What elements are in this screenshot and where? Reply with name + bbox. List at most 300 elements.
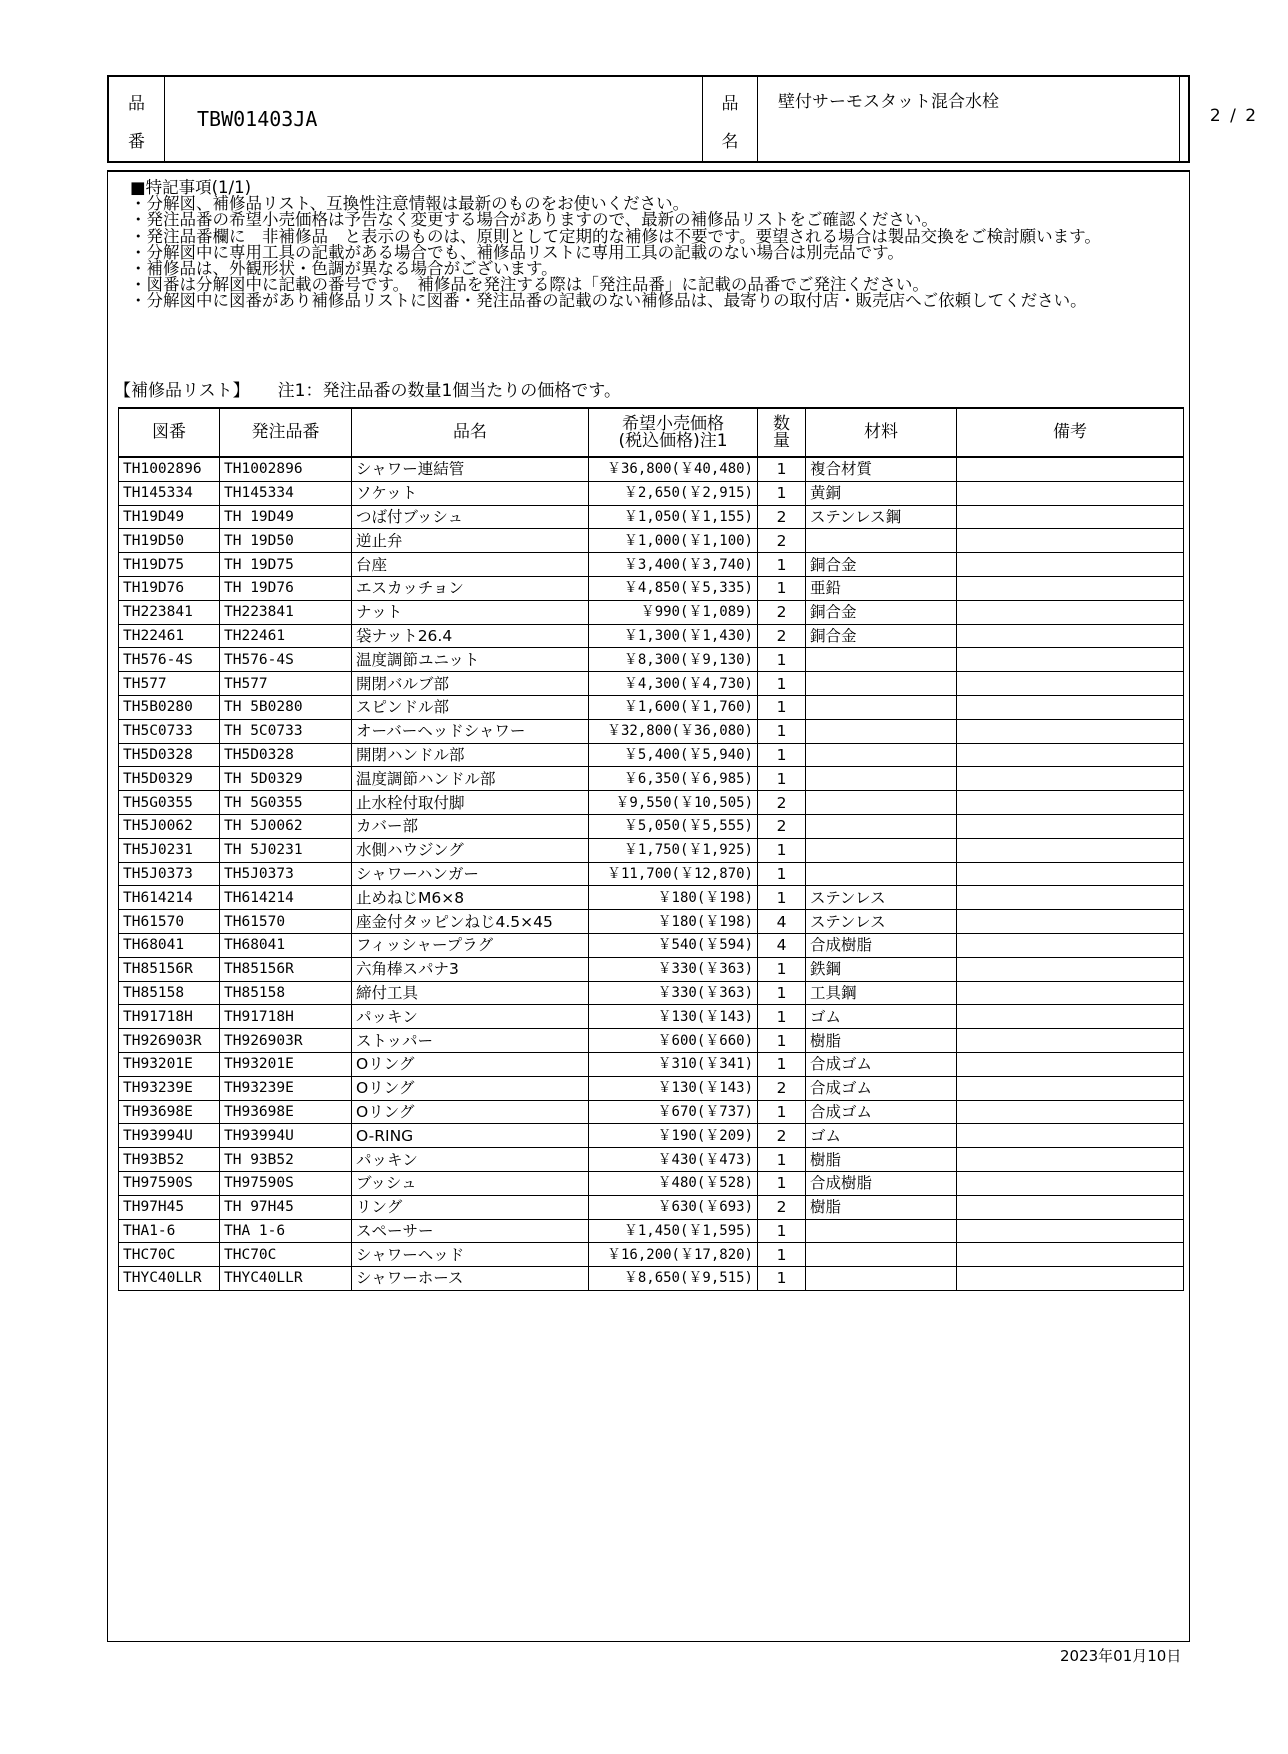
cell-order-no: TH 5J0231 <box>220 838 352 862</box>
cell-price: ￥430(￥473) <box>589 1148 758 1172</box>
table-row <box>119 957 1184 981</box>
cell-zuban: TH926903R <box>119 1029 220 1053</box>
table-row <box>119 910 1184 934</box>
cell-zuban: TH97590S <box>119 1171 220 1195</box>
cell-name: スペーサー <box>352 1219 589 1243</box>
cell-price: ￥540(￥594) <box>589 933 758 957</box>
cell-order-no: TH85158 <box>220 981 352 1005</box>
product-name: 壁付サーモスタット混合水栓 <box>778 92 999 112</box>
cell-price: ￥1,000(￥1,100) <box>589 529 758 553</box>
cell-order-no: TH576-4S <box>220 648 352 672</box>
cell-material <box>806 743 957 767</box>
cell-qty: 1 <box>758 1052 806 1076</box>
cell-order-no: THA 1-6 <box>220 1219 352 1243</box>
cell-price: ￥36,800(￥40,480) <box>589 457 758 481</box>
table-row <box>119 933 1184 957</box>
cell-order-no: TH145334 <box>220 481 352 505</box>
cell-remarks <box>957 672 1184 696</box>
cell-qty: 1 <box>758 695 806 719</box>
cell-name: シャワーヘッド <box>352 1243 589 1267</box>
cell-name: シャワーホース <box>352 1267 589 1291</box>
cell-price: ￥1,750(￥1,925) <box>589 838 758 862</box>
cell-qty: 4 <box>758 933 806 957</box>
note-item: ・発注品番の希望小売価格は予告なく変更する場合がありますので、最新の補修品リストをご確認ください。 <box>130 210 938 230</box>
cell-order-no: TH 93B52 <box>220 1148 352 1172</box>
cell-name: フィッシャープラグ <box>352 933 589 957</box>
table-row <box>119 457 1184 481</box>
cell-name: ストッパー <box>352 1029 589 1053</box>
cell-material: 銅合金 <box>806 624 957 648</box>
cell-material <box>806 695 957 719</box>
cell-order-no: TH 19D75 <box>220 553 352 577</box>
cell-remarks <box>957 695 1184 719</box>
cell-price: ￥1,450(￥1,595) <box>589 1219 758 1243</box>
table-row <box>119 1171 1184 1195</box>
cell-order-no: TH1002896 <box>220 457 352 481</box>
cell-order-no: THYC40LLR <box>220 1267 352 1291</box>
table-row <box>119 743 1184 767</box>
cell-name: 止水栓付取付脚 <box>352 791 589 815</box>
product-code: TBW01403JA <box>197 107 318 131</box>
cell-name: Oリング <box>352 1076 589 1100</box>
table-row <box>119 672 1184 696</box>
cell-order-no: TH 5G0355 <box>220 791 352 815</box>
cell-price: ￥1,050(￥1,155) <box>589 505 758 529</box>
table-row <box>119 1267 1184 1291</box>
cell-zuban: TH19D49 <box>119 505 220 529</box>
cell-material <box>806 1219 957 1243</box>
table-row <box>119 1100 1184 1124</box>
cell-price: ￥190(￥209) <box>589 1124 758 1148</box>
cell-material: 黄銅 <box>806 481 957 505</box>
cell-qty: 1 <box>758 1148 806 1172</box>
cell-qty: 2 <box>758 814 806 838</box>
cell-price: ￥990(￥1,089) <box>589 600 758 624</box>
cell-order-no: TH85156R <box>220 957 352 981</box>
table-row <box>119 1052 1184 1076</box>
cell-order-no: TH 19D49 <box>220 505 352 529</box>
cell-price: ￥5,050(￥5,555) <box>589 814 758 838</box>
cell-qty: 1 <box>758 1267 806 1291</box>
cell-zuban: TH93B52 <box>119 1148 220 1172</box>
cell-material: 合成ゴム <box>806 1052 957 1076</box>
table-row <box>119 1076 1184 1100</box>
cell-price: ￥330(￥363) <box>589 981 758 1005</box>
cell-remarks <box>957 1243 1184 1267</box>
cell-remarks <box>957 957 1184 981</box>
cell-order-no: TH5J0373 <box>220 862 352 886</box>
cell-price: ￥180(￥198) <box>589 910 758 934</box>
cell-material: ゴム <box>806 1005 957 1029</box>
cell-qty: 2 <box>758 1195 806 1219</box>
table-row <box>119 1124 1184 1148</box>
cell-remarks <box>957 553 1184 577</box>
cell-remarks <box>957 1100 1184 1124</box>
cell-qty: 2 <box>758 624 806 648</box>
cell-order-no: TH 5D0329 <box>220 767 352 791</box>
cell-price: ￥4,300(￥4,730) <box>589 672 758 696</box>
cell-remarks <box>957 457 1184 481</box>
cell-name: パッキン <box>352 1005 589 1029</box>
cell-material <box>806 529 957 553</box>
cell-name: 止めねじM6×8 <box>352 886 589 910</box>
cell-zuban: TH223841 <box>119 600 220 624</box>
table-row <box>119 1195 1184 1219</box>
parts-list-note: 注1：発注品番の数量1個当たりの価格です。 <box>277 381 621 401</box>
cell-order-no: TH22461 <box>220 624 352 648</box>
issue-date: 2023年01月10日 <box>1060 1647 1182 1665</box>
cell-zuban: TH1002896 <box>119 457 220 481</box>
cell-qty: 1 <box>758 957 806 981</box>
cell-order-no: TH97590S <box>220 1171 352 1195</box>
cell-name: カバー部 <box>352 814 589 838</box>
cell-qty: 1 <box>758 672 806 696</box>
cell-material <box>806 767 957 791</box>
col-header-remarks: 備考 <box>957 408 1184 457</box>
cell-name: 袋ナット26.4 <box>352 624 589 648</box>
cell-zuban: TH68041 <box>119 933 220 957</box>
cell-zuban: TH614214 <box>119 886 220 910</box>
cell-name: リング <box>352 1195 589 1219</box>
cell-qty: 2 <box>758 600 806 624</box>
table-row <box>119 1243 1184 1267</box>
cell-zuban: TH61570 <box>119 910 220 934</box>
table-row <box>119 553 1184 577</box>
table-row <box>119 624 1184 648</box>
col-header-qty: 数 量 <box>758 408 806 457</box>
cell-material <box>806 719 957 743</box>
cell-remarks <box>957 933 1184 957</box>
cell-remarks <box>957 1219 1184 1243</box>
cell-order-no: TH5D0328 <box>220 743 352 767</box>
cell-material <box>806 1243 957 1267</box>
col-header-order-no: 発注品番 <box>220 408 352 457</box>
cell-material: 合成ゴム <box>806 1100 957 1124</box>
cell-zuban: TH19D76 <box>119 576 220 600</box>
cell-material <box>806 648 957 672</box>
cell-price: ￥630(￥693) <box>589 1195 758 1219</box>
table-row <box>119 862 1184 886</box>
cell-remarks <box>957 981 1184 1005</box>
cell-name: Oリング <box>352 1052 589 1076</box>
cell-price: ￥4,850(￥5,335) <box>589 576 758 600</box>
product-code-label-bottom: 番 <box>128 132 145 152</box>
cell-remarks <box>957 505 1184 529</box>
cell-material: ステンレス <box>806 910 957 934</box>
table-row <box>119 1029 1184 1053</box>
parts-list-title: 【補修品リスト】 <box>114 381 250 401</box>
cell-name: オーバーヘッドシャワー <box>352 719 589 743</box>
cell-remarks <box>957 600 1184 624</box>
cell-qty: 1 <box>758 1171 806 1195</box>
cell-zuban: TH577 <box>119 672 220 696</box>
col-header-zuban: 図番 <box>119 408 220 457</box>
parts-list-heading <box>114 376 621 401</box>
cell-order-no: TH93239E <box>220 1076 352 1100</box>
parts-table <box>118 407 1184 1291</box>
cell-price: ￥6,350(￥6,985) <box>589 767 758 791</box>
cell-qty: 1 <box>758 457 806 481</box>
cell-price: ￥32,800(￥36,080) <box>589 719 758 743</box>
cell-name: 温度調節ユニット <box>352 648 589 672</box>
cell-price: ￥670(￥737) <box>589 1100 758 1124</box>
cell-order-no: TH 19D76 <box>220 576 352 600</box>
cell-name: シャワー連結管 <box>352 457 589 481</box>
cell-name: 台座 <box>352 553 589 577</box>
cell-zuban: TH5C0733 <box>119 719 220 743</box>
cell-material: 合成ゴム <box>806 1076 957 1100</box>
cell-zuban: TH93201E <box>119 1052 220 1076</box>
table-row <box>119 719 1184 743</box>
cell-remarks <box>957 791 1184 815</box>
cell-qty: 1 <box>758 981 806 1005</box>
note-item: ・発注品番欄に 非補修品 と表示のものは、原則として定期的な補修は不要です。要望される場合は製品交換をご検討願います。 <box>130 226 1101 246</box>
product-name-label-cell <box>702 77 757 161</box>
cell-zuban: TH5B0280 <box>119 695 220 719</box>
note-item: ・補修品は、外観形状・色調が異なる場合がございます。 <box>130 259 558 279</box>
cell-remarks <box>957 719 1184 743</box>
cell-remarks <box>957 886 1184 910</box>
cell-order-no: TH68041 <box>220 933 352 957</box>
cell-material: 合成樹脂 <box>806 1171 957 1195</box>
cell-remarks <box>957 1195 1184 1219</box>
cell-remarks <box>957 576 1184 600</box>
cell-order-no: TH 5C0733 <box>220 719 352 743</box>
table-row <box>119 981 1184 1005</box>
cell-material: 鉄鋼 <box>806 957 957 981</box>
cell-qty: 4 <box>758 910 806 934</box>
cell-zuban: TH145334 <box>119 481 220 505</box>
cell-material <box>806 791 957 815</box>
cell-qty: 2 <box>758 529 806 553</box>
cell-name: つば付ブッシュ <box>352 505 589 529</box>
cell-remarks <box>957 1148 1184 1172</box>
cell-material: 工具鋼 <box>806 981 957 1005</box>
product-name-label-bottom: 名 <box>721 132 739 152</box>
cell-zuban: TH97H45 <box>119 1195 220 1219</box>
table-row <box>119 600 1184 624</box>
cell-zuban: TH5D0328 <box>119 743 220 767</box>
cell-remarks <box>957 1171 1184 1195</box>
col-header-price: 希望小売価格 (税込価格)注1 <box>589 408 758 457</box>
product-code-cell <box>164 77 702 161</box>
cell-material <box>806 672 957 696</box>
cell-material: 樹脂 <box>806 1148 957 1172</box>
special-notes <box>130 180 1170 310</box>
cell-material: 亜鉛 <box>806 576 957 600</box>
cell-zuban: TH5J0062 <box>119 814 220 838</box>
cell-price: ￥11,700(￥12,870) <box>589 862 758 886</box>
note-item: ・分解図中に専用工具の記載がある場合でも、補修品リストに専用工具の記載のない場合は別売品です。 <box>130 242 904 262</box>
cell-remarks <box>957 1005 1184 1029</box>
cell-material: 合成樹脂 <box>806 933 957 957</box>
cell-qty: 1 <box>758 481 806 505</box>
table-row <box>119 1005 1184 1029</box>
table-row <box>119 767 1184 791</box>
cell-zuban: TH22461 <box>119 624 220 648</box>
col-header-material: 材料 <box>806 408 957 457</box>
cell-qty: 2 <box>758 791 806 815</box>
cell-name: Oリング <box>352 1100 589 1124</box>
cell-qty: 1 <box>758 1005 806 1029</box>
page-number-cell <box>1179 77 1288 161</box>
cell-zuban: TH19D75 <box>119 553 220 577</box>
cell-zuban: TH93239E <box>119 1076 220 1100</box>
cell-remarks <box>957 743 1184 767</box>
cell-name: 締付工具 <box>352 981 589 1005</box>
cell-qty: 1 <box>758 1219 806 1243</box>
table-row <box>119 648 1184 672</box>
cell-price: ￥310(￥341) <box>589 1052 758 1076</box>
cell-remarks <box>957 1029 1184 1053</box>
table-row <box>119 505 1184 529</box>
cell-price: ￥9,550(￥10,505) <box>589 791 758 815</box>
cell-name: ブッシュ <box>352 1171 589 1195</box>
table-row <box>119 886 1184 910</box>
cell-price: ￥2,650(￥2,915) <box>589 481 758 505</box>
cell-qty: 1 <box>758 1100 806 1124</box>
cell-order-no: TH 5B0280 <box>220 695 352 719</box>
table-row <box>119 791 1184 815</box>
cell-qty: 1 <box>758 648 806 672</box>
table-row <box>119 1148 1184 1172</box>
cell-zuban: TH5D0329 <box>119 767 220 791</box>
cell-qty: 1 <box>758 1243 806 1267</box>
cell-remarks <box>957 648 1184 672</box>
cell-remarks <box>957 624 1184 648</box>
cell-zuban: THYC40LLR <box>119 1267 220 1291</box>
product-code-label-top: 品 <box>128 94 145 114</box>
cell-name: 逆止弁 <box>352 529 589 553</box>
cell-material: 銅合金 <box>806 553 957 577</box>
product-code-label-cell <box>109 77 164 161</box>
table-row <box>119 529 1184 553</box>
cell-name: 開閉バルブ部 <box>352 672 589 696</box>
cell-order-no: TH 5J0062 <box>220 814 352 838</box>
table-header-row <box>119 408 1184 457</box>
cell-zuban: TH93698E <box>119 1100 220 1124</box>
cell-order-no: TH926903R <box>220 1029 352 1053</box>
cell-price: ￥1,600(￥1,760) <box>589 695 758 719</box>
cell-price: ￥8,650(￥9,515) <box>589 1267 758 1291</box>
cell-material <box>806 814 957 838</box>
product-name-cell <box>757 77 1179 161</box>
cell-qty: 1 <box>758 886 806 910</box>
cell-zuban: TH5G0355 <box>119 791 220 815</box>
cell-qty: 2 <box>758 1076 806 1100</box>
cell-name: 開閉ハンドル部 <box>352 743 589 767</box>
cell-price: ￥480(￥528) <box>589 1171 758 1195</box>
cell-qty: 1 <box>758 838 806 862</box>
cell-name: O-RING <box>352 1124 589 1148</box>
cell-remarks <box>957 910 1184 934</box>
cell-price: ￥5,400(￥5,940) <box>589 743 758 767</box>
cell-qty: 2 <box>758 505 806 529</box>
cell-price: ￥16,200(￥17,820) <box>589 1243 758 1267</box>
cell-material: ステンレス鋼 <box>806 505 957 529</box>
cell-material: 複合材質 <box>806 457 957 481</box>
cell-order-no: TH577 <box>220 672 352 696</box>
table-row <box>119 481 1184 505</box>
cell-order-no: TH93698E <box>220 1100 352 1124</box>
cell-name: スピンドル部 <box>352 695 589 719</box>
cell-name: シャワーハンガー <box>352 862 589 886</box>
cell-remarks <box>957 862 1184 886</box>
cell-qty: 1 <box>758 1029 806 1053</box>
cell-price: ￥8,300(￥9,130) <box>589 648 758 672</box>
note-item: ・図番は分解図中に記載の番号です。 補修品を発注する際は「発注品番」に記載の品番でご発注ください。 <box>130 275 929 295</box>
cell-name: エスカッチョン <box>352 576 589 600</box>
cell-order-no: TH614214 <box>220 886 352 910</box>
cell-name: ナット <box>352 600 589 624</box>
cell-material <box>806 838 957 862</box>
product-name-label-top: 品 <box>721 94 739 114</box>
cell-price: ￥1,300(￥1,430) <box>589 624 758 648</box>
cell-remarks <box>957 767 1184 791</box>
cell-material: ステンレス <box>806 886 957 910</box>
cell-material: 樹脂 <box>806 1195 957 1219</box>
cell-order-no: TH93994U <box>220 1124 352 1148</box>
cell-qty: 1 <box>758 553 806 577</box>
cell-zuban: TH93994U <box>119 1124 220 1148</box>
cell-zuban: THC70C <box>119 1243 220 1267</box>
col-header-name: 品名 <box>352 408 589 457</box>
cell-remarks <box>957 1267 1184 1291</box>
cell-material <box>806 862 957 886</box>
cell-qty: 1 <box>758 719 806 743</box>
cell-price: ￥130(￥143) <box>589 1005 758 1029</box>
cell-order-no: TH 97H45 <box>220 1195 352 1219</box>
cell-name: ソケット <box>352 481 589 505</box>
cell-material: ゴム <box>806 1124 957 1148</box>
cell-remarks <box>957 1076 1184 1100</box>
cell-zuban: TH85158 <box>119 981 220 1005</box>
cell-price: ￥180(￥198) <box>589 886 758 910</box>
cell-qty: 1 <box>758 576 806 600</box>
cell-name: 温度調節ハンドル部 <box>352 767 589 791</box>
cell-zuban: TH85156R <box>119 957 220 981</box>
cell-name: 座金付タッピンねじ4.5×45 <box>352 910 589 934</box>
table-row <box>119 1219 1184 1243</box>
cell-qty: 1 <box>758 767 806 791</box>
cell-zuban: THA1-6 <box>119 1219 220 1243</box>
cell-order-no: TH93201E <box>220 1052 352 1076</box>
cell-zuban: TH576-4S <box>119 648 220 672</box>
cell-remarks <box>957 1124 1184 1148</box>
cell-qty: 2 <box>758 1124 806 1148</box>
cell-zuban: TH91718H <box>119 1005 220 1029</box>
note-item: ・分解図、補修品リスト、互換性注意情報は最新のものをお使いください。 <box>130 194 690 214</box>
cell-qty: 1 <box>758 862 806 886</box>
cell-remarks <box>957 481 1184 505</box>
page-number: 2 / 2 <box>1209 106 1259 126</box>
cell-remarks <box>957 1052 1184 1076</box>
notes-title: ■特記事項(1/1) <box>130 178 252 197</box>
cell-order-no: TH91718H <box>220 1005 352 1029</box>
table-row <box>119 695 1184 719</box>
cell-price: ￥3,400(￥3,740) <box>589 553 758 577</box>
cell-price: ￥130(￥143) <box>589 1076 758 1100</box>
cell-material: 銅合金 <box>806 600 957 624</box>
cell-zuban: TH5J0373 <box>119 862 220 886</box>
table-row <box>119 838 1184 862</box>
cell-remarks <box>957 529 1184 553</box>
cell-name: 六角棒スパナ3 <box>352 957 589 981</box>
cell-order-no: TH223841 <box>220 600 352 624</box>
cell-price: ￥600(￥660) <box>589 1029 758 1053</box>
cell-order-no: TH61570 <box>220 910 352 934</box>
table-row <box>119 814 1184 838</box>
